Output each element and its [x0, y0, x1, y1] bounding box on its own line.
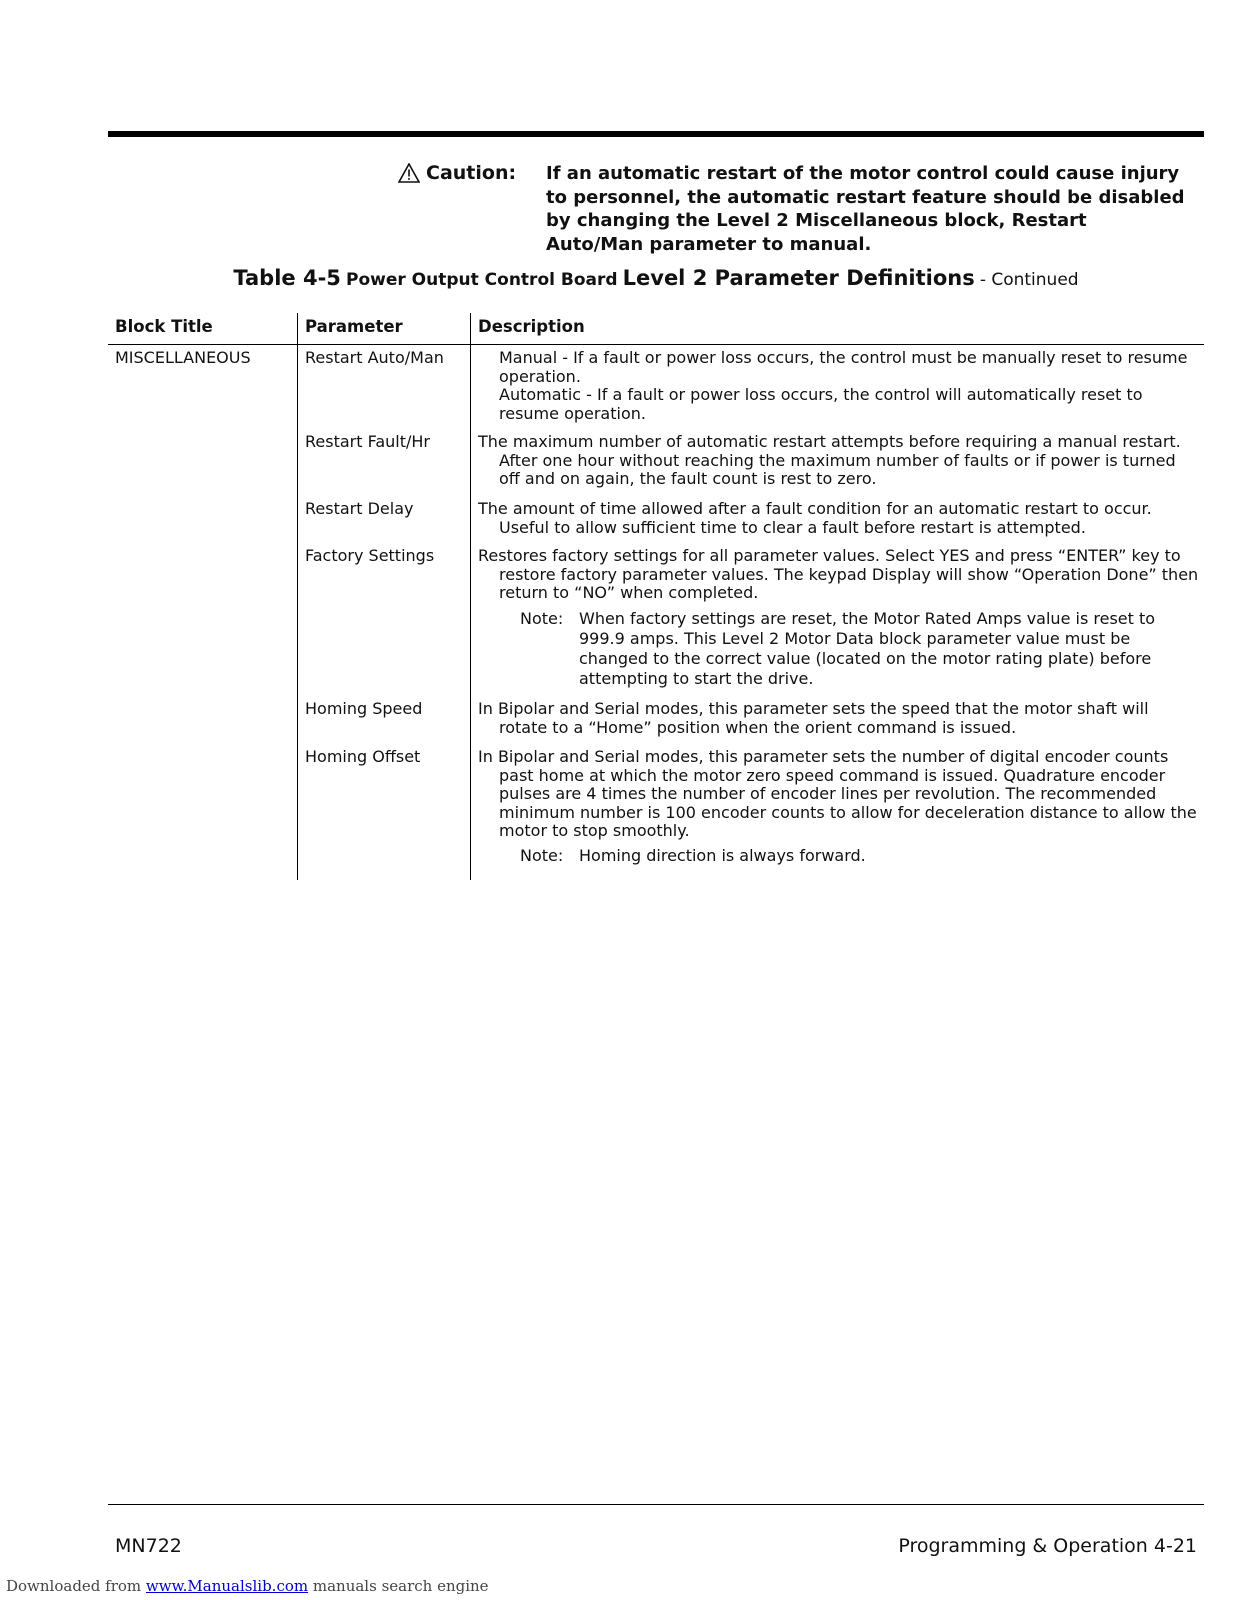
param-homing-offset: Homing Offset — [305, 747, 421, 766]
param-factory-settings: Factory Settings — [305, 546, 435, 565]
header-parameter: Parameter — [305, 317, 403, 336]
header-description: Description — [478, 317, 585, 336]
desc-homing-speed — [478, 700, 1200, 737]
header-rule — [108, 344, 1204, 345]
param-restart-fault-hr: Restart Fault/Hr — [305, 432, 430, 451]
desc-text: Restores factory settings for all parameter values. Select YES and press “ENTER” key to restore factory parameter values. The keypad Display will show “Operation Done” then return to “NO” when completed. — [478, 546, 1199, 602]
top-rule — [108, 131, 1204, 137]
desc-restart-fault-hr — [478, 433, 1200, 489]
warning-triangle-icon — [398, 163, 420, 183]
footer-rule — [108, 1504, 1204, 1505]
desc-line: Manual - If a fault or power loss occurs, the control must be manually reset to resume operation. — [499, 348, 1188, 386]
note-text: When factory settings are reset, the Motor Rated Amps value is reset to 999.9 amps. This Level 2 Motor Data block parameter value must be changed to the correct value (located on the motor rating plate) before attempting to start the drive. — [579, 609, 1156, 688]
desc-text: In Bipolar and Serial modes, this parameter sets the number of digital encoder counts past home at which the motor zero speed command is issued. Quadrature encoder pulses are 4 times the number of encoder lines per revolution. The recommended minimum number is 100 encoder counts to allow for deceleration distance to allow the motor to stop smoothly. — [478, 747, 1197, 840]
header-block-title: Block Title — [115, 317, 213, 336]
desc-line: Automatic - If a fault or power loss occurs, the control will automatically reset to resume operation. — [499, 385, 1143, 423]
note-label: Note: — [520, 609, 564, 628]
desc-text: The amount of time allowed after a fault condition for an automatic restart to occur. Useful to allow sufficient time to clear a fault before restart is attempted. — [478, 499, 1152, 537]
caution-heading — [398, 162, 516, 184]
desc-homing-offset — [478, 748, 1200, 841]
desc-text: In Bipolar and Serial modes, this parameter sets the speed that the motor shaft will rotate to a “Home” position when the orient command is issued. — [478, 699, 1149, 737]
caution-text: If an automatic restart of the motor control could cause injury to personnel, the automatic restart feature should be disabled by changing the Level 2 Miscellaneous block, Restart Auto/Man parameter to manual. — [546, 163, 1185, 255]
footer-doc-number: MN722 — [115, 1535, 182, 1557]
desc-restart-auto-man — [478, 349, 1200, 423]
note-label: Note: — [520, 846, 564, 865]
desc-text: The maximum number of automatic restart attempts before requiring a manual restart. After one hour without reaching the maximum number of faults or if power is turned off and on again, the fault count is rest to zero. — [478, 432, 1181, 488]
block-title-cell: MISCELLANEOUS — [115, 348, 251, 367]
footer-section-page: Programming & Operation 4-21 — [898, 1535, 1197, 1557]
table-continued: - Continued — [979, 270, 1079, 290]
table-number: Table 4-5 — [233, 266, 341, 290]
desc-factory-settings — [478, 547, 1200, 603]
note-text: Homing direction is always forward. — [579, 846, 866, 865]
manualslib-link[interactable]: www.Manualslib.com — [145, 1577, 309, 1595]
param-homing-speed: Homing Speed — [305, 699, 423, 718]
param-restart-auto-man: Restart Auto/Man — [305, 348, 444, 367]
download-credit — [6, 1577, 489, 1595]
table-title — [108, 266, 1204, 290]
table-main-title: Level 2 Parameter Definitions — [622, 266, 975, 290]
param-restart-delay: Restart Delay — [305, 499, 414, 518]
caution-label: Caution: — [426, 162, 517, 184]
table-subtitle: Power Output Control Board — [346, 270, 618, 290]
column-divider — [297, 313, 298, 880]
desc-restart-delay — [478, 500, 1200, 537]
download-prefix: Downloaded from — [6, 1577, 146, 1595]
download-suffix: manuals search engine — [308, 1577, 489, 1595]
column-divider — [470, 313, 471, 880]
